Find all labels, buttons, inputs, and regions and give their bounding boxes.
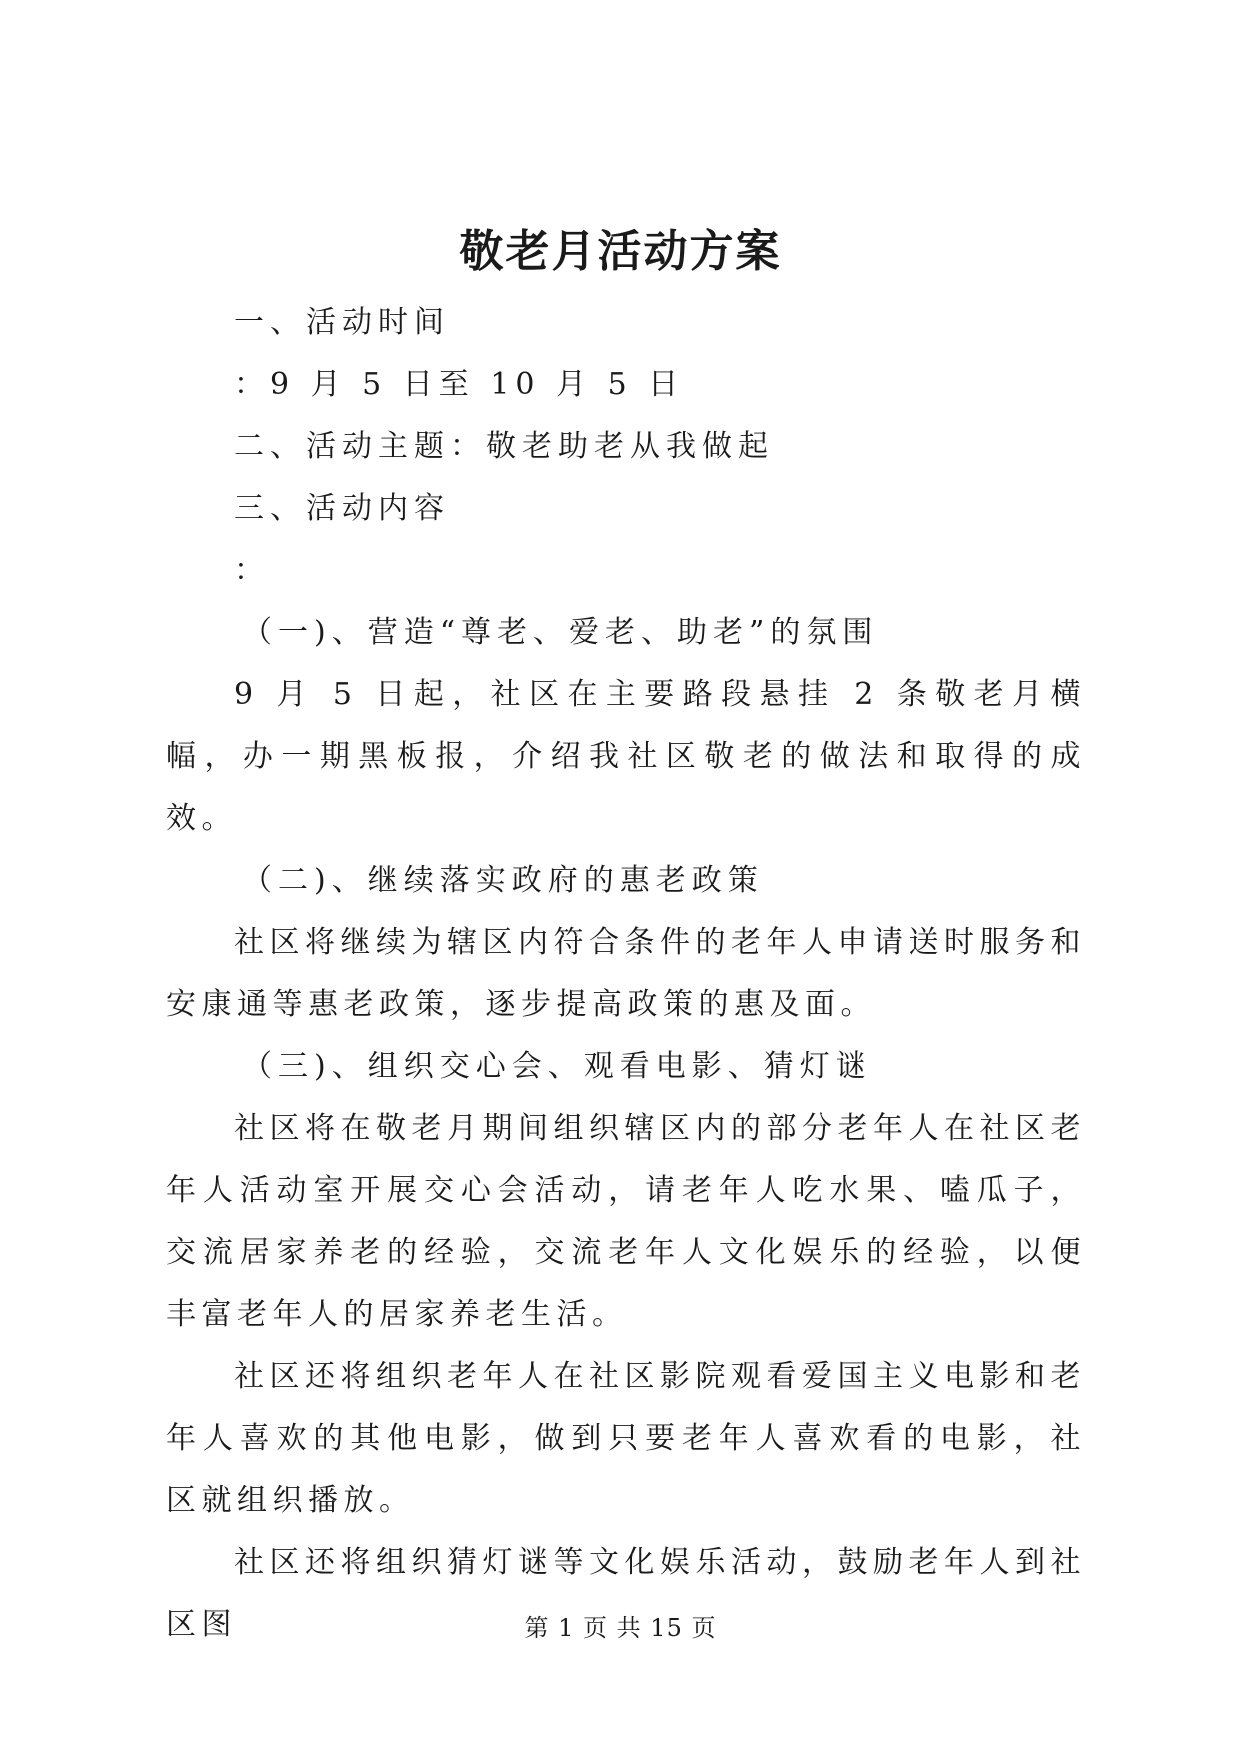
section-heading-theme: 二、活动主题：敬老助老从我做起 bbox=[234, 429, 774, 464]
subheading-activities: （三)、组织交心会、观看电影、猜灯谜 bbox=[242, 1049, 872, 1084]
activity-time-value: ：9 月 5 日至 10 月 5 日 bbox=[234, 367, 685, 402]
content-colon: ： bbox=[234, 553, 270, 588]
section-heading-content: 三、活动内容 bbox=[234, 491, 450, 526]
section-heading-time: 一、活动时间 bbox=[234, 305, 450, 340]
paragraph-movies: 社区还将组织老年人在社区影院观看爱国主义电影和老年人喜欢的其他电影，做到只要老年人喜欢看的电影，社区就组织播放。 bbox=[166, 1359, 1086, 1518]
subheading-atmosphere: （一)、营造“尊老、爱老、助老”的氛围 bbox=[242, 615, 879, 650]
paragraph-policy: 社区将继续为辖区内符合条件的老年人申请送时服务和安康通等惠老政策，逐步提高政策的惠及面。 bbox=[166, 925, 1086, 1022]
document-body bbox=[166, 292, 1086, 1656]
document-title: 敬老月活动方案 bbox=[459, 226, 782, 277]
paragraph-banner: 9 月 5 日起，社区在主要路段悬挂 2 条敬老月横幅，办一期黑板报，介绍我社区敬老的做法和取得的成效。 bbox=[166, 677, 1086, 836]
subheading-policy: （二)、继续落实政府的惠老政策 bbox=[242, 863, 764, 898]
page-number-footer: 第 1 页 共 15 页 bbox=[524, 1614, 717, 1642]
paragraph-heart-talk: 社区将在敬老月期间组织辖区内的部分老年人在社区老年人活动室开展交心会活动，请老年人吃水果、嗑瓜子，交流居家养老的经验，交流老年人文化娱乐的经验，以便丰富老年人的居家养老生活。 bbox=[166, 1111, 1086, 1332]
paragraph-lantern-riddles: 社区还将组织猜灯谜等文化娱乐活动，鼓励老年人到社区图 bbox=[166, 1545, 1086, 1642]
